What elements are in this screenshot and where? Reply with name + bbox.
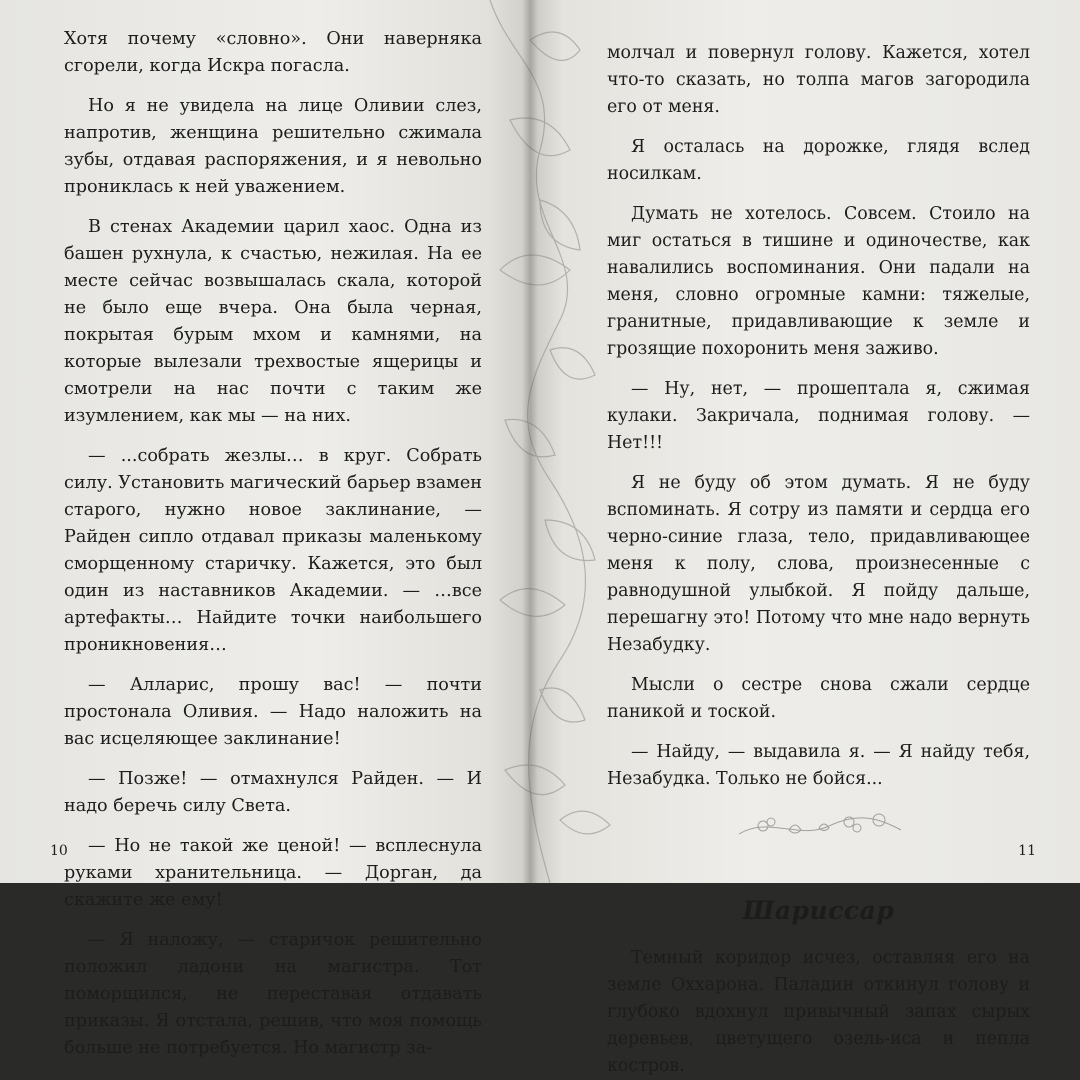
flower-ornament-icon bbox=[729, 806, 909, 846]
paragraph: В стенах Академии царил хаос. Одна из башен рухнула, к счастью, нежилая. На ее месте сейчас возвышалась скала, которой не было еще вчера. Она была черная, покрытая бурым мхом и камнями, на которые вылезали трехвостые ящерицы и смотрели на нас почти с таким же изумлением, как мы — на них. bbox=[64, 217, 482, 426]
paragraph: Я осталась на дорожке, глядя вслед носилкам. bbox=[607, 137, 1030, 184]
paragraph: — Позже! — отмахнулся Райден. — И надо беречь силу Света. bbox=[64, 769, 482, 816]
paragraph: Хотя почему «словно». Они наверняка сгорели, когда Искра погасла. bbox=[64, 29, 482, 76]
right-page bbox=[530, 0, 1080, 1076]
left-page-text bbox=[64, 26, 482, 1062]
paragraph: Думать не хотелось. Совсем. Стоило на миг остаться в тишине и одиночестве, как навалились воспоминания. Они падали на меня, словно огромные камни: тяжелые, гранитные, придавливающие к земле и грозящие похоронить меня заживо. bbox=[607, 204, 1030, 359]
paragraph: Темный коридор исчез, оставляя его на земле Оххарона. Паладин откинул голову и глубоко вдохнул привычный запах сырых деревьев, цветущего озель-иса и пепла костров. bbox=[607, 948, 1030, 1076]
left-page bbox=[0, 0, 530, 1058]
paragraph: — Ну, нет, — прошептала я, сжимая кулаки. Закричала, поднимая голову. — Нет!!! bbox=[607, 379, 1030, 453]
paragraph: Я не буду об этом думать. Я не буду вспоминать. Я сотру из памяти и сердца его черно-синие глаза, тело, придавливающее меня к полу, слова, произнесенные с равнодушной улыбкой. Я пойду дальше, перешагну это! Потому что мне надо вернуть Незабудку. bbox=[607, 473, 1030, 655]
paragraph: — ...собрать жезлы… в круг. Собрать силу. Установить магический барьер взамен старого, нужно новое заклинание, — Райден сипло отдавал приказы маленькому сморщенному старичку. Кажется, это был один из наставников Академии. — …все артефакты… Найдите точки наибольшего проникновения… bbox=[64, 446, 482, 655]
paragraph: — Найду, — выдавила я. — Я найду тебя, Незабудка. Только не бойся... bbox=[607, 742, 1030, 789]
paragraph: — Но не такой же ценой! — всплеснула руками хранительница. — Дорган, да скажите же ему! bbox=[64, 836, 482, 910]
paragraph: молчал и повернул голову. Кажется, хотел что-то сказать, но толпа магов загородила его от меня. bbox=[607, 43, 1030, 117]
paragraph: Мысли о сестре снова сжали сердце паникой и тоской. bbox=[607, 675, 1030, 722]
paragraph: — Алларис, прошу вас! — почти простонала Оливия. — Надо наложить на вас исцеляющее заклинание! bbox=[64, 675, 482, 749]
paragraph: — Я наложу, — старичок решительно положил ладони на магистра. Тот поморщился, не переставая отдавать приказы. Я отстала, решив, что моя помощь больше не потребуется. Но магистр за- bbox=[64, 930, 482, 1058]
page-number-right: 11 bbox=[1018, 843, 1036, 859]
page-number-left: 10 bbox=[50, 843, 68, 859]
right-page-text bbox=[607, 40, 1030, 1080]
chapter-title: Шариссар bbox=[742, 896, 895, 925]
paragraph: Но я не увидела на лице Оливии слез, напротив, женщина решительно сжимала зубы, отдавая распоряжения, и я невольно прониклась к ней уважением. bbox=[64, 96, 482, 197]
